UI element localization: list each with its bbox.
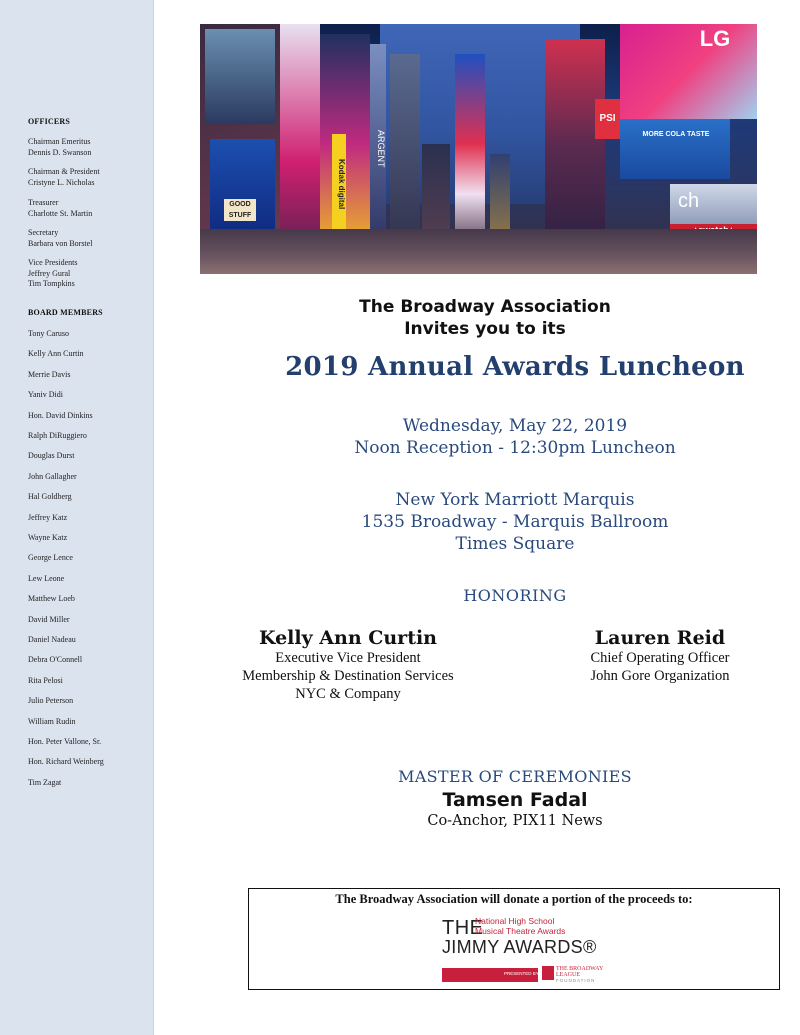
- honoring-label: HONORING: [463, 586, 567, 605]
- hero-building: [545, 39, 605, 254]
- board-member: Debra O'Connell: [28, 655, 83, 665]
- officer-vice-presidents: [28, 258, 78, 290]
- hero-sign-pepsi: PSI: [595, 99, 620, 139]
- board-member: Matthew Loeb: [28, 594, 75, 604]
- officer-treasurer: [28, 198, 92, 219]
- board-member: David Miller: [28, 614, 70, 624]
- event-title: 2019 Annual Awards Luncheon: [285, 352, 745, 382]
- officer-chairman-president: [28, 167, 100, 188]
- officer-title: Secretary: [28, 228, 59, 237]
- board-member: Lew Leone: [28, 573, 65, 583]
- honoree-title: Chief Operating Officer: [590, 650, 730, 666]
- honoree-lauren-reid: [560, 627, 760, 685]
- league-word: BROADWAY: [569, 966, 604, 972]
- honoree-company: NYC & Company: [295, 686, 401, 702]
- venue-name: New York Marriott Marquis: [395, 490, 635, 510]
- board-member: Hon. Peter Vallone, Sr.: [28, 737, 102, 746]
- invite-line: Invites you to its: [404, 319, 566, 339]
- officer-name: Cristyne L. Nicholas: [28, 177, 95, 187]
- honoree-name: Kelly Ann Curtin: [258, 627, 437, 649]
- jimmy-awards-logo: [442, 915, 602, 987]
- board-member: Douglas Durst: [28, 451, 75, 461]
- logo-subtitle-line: Musical Theatre Awards: [475, 925, 566, 936]
- hero-building: [455, 54, 485, 254]
- moc-name: Tamsen Fadal: [442, 789, 588, 811]
- venue-address: 1535 Broadway - Marquis Ballroom: [361, 512, 669, 532]
- officer-name: Dennis D. Swanson: [28, 147, 92, 157]
- board-member: Hon. Richard Weinberg: [28, 757, 104, 767]
- board-member: Julio Peterson: [28, 696, 74, 706]
- league-word: LEAGUE: [556, 972, 580, 978]
- hero-building: [390, 54, 420, 254]
- officer-secretary: [28, 228, 92, 249]
- board-member: John Gallagher: [28, 471, 77, 481]
- board-member: Hal Goldberg: [28, 492, 72, 502]
- hero-billboard: [205, 29, 275, 124]
- broadway-league-foundation: FOUNDATION: [556, 978, 596, 983]
- hero-sign-ch: ch: [678, 190, 700, 212]
- master-of-ceremonies-label: MASTER OF CEREMONIES: [398, 767, 632, 786]
- hero-sign-good-stuff: GOOD STUFF: [224, 199, 256, 221]
- hero-street: [200, 229, 757, 274]
- logo-the: THE: [442, 917, 484, 939]
- hero-sign-argent: ARGENT: [370, 44, 386, 254]
- donation-text: The Broadway Association will donate a portion of the proceeds to:: [335, 892, 693, 906]
- broadway-league-logo: [542, 966, 602, 984]
- board-member: Hon. David Dinkins: [28, 410, 93, 420]
- logo-presented-by: PRESENTED BY: [504, 971, 539, 976]
- venue-area: Times Square: [455, 534, 575, 554]
- officer-title: Chairman & President: [28, 167, 100, 176]
- board-member: William Rudin: [28, 716, 76, 726]
- logo-subtitle-line: National High School: [475, 916, 555, 926]
- honoree-name: Lauren Reid: [594, 627, 726, 649]
- logo-subtitle: [475, 917, 565, 936]
- board-member: Rita Pelosi: [28, 675, 63, 685]
- officers-heading: OFFICERS: [28, 117, 71, 126]
- officer-name: Barbara von Borstel: [28, 238, 93, 248]
- hero-building: [280, 24, 320, 254]
- sidebar: [0, 0, 154, 1035]
- broadway-league-mark-icon: [542, 966, 554, 980]
- hero-sign-kodak: Kodak digital: [332, 134, 346, 234]
- board-member: Tony Caruso: [28, 329, 69, 338]
- board-member: Jeffrey Katz: [28, 512, 68, 522]
- board-heading: BOARD MEMBERS: [28, 308, 103, 317]
- board-member: Kelly Ann Curtin: [28, 349, 84, 359]
- league-word: THE: [556, 966, 568, 972]
- honoree-kelly-ann-curtin: [218, 627, 478, 703]
- board-member: Merrie Davis: [28, 369, 71, 379]
- board-member: Yaniv Didi: [28, 390, 63, 400]
- officer-title: Treasurer: [28, 198, 59, 207]
- officer-name: Jeffrey Gural: [28, 268, 71, 278]
- officer-name: Tim Tompkins: [28, 279, 75, 288]
- logo-jimmy-awards: JIMMY AWARDS®: [442, 937, 597, 957]
- donation-box: [248, 888, 780, 990]
- board-member: Wayne Katz: [28, 533, 68, 542]
- honoree-company: John Gore Organization: [590, 668, 730, 684]
- event-time: Noon Reception - 12:30pm Luncheon: [354, 438, 676, 458]
- org-name: The Broadway Association: [359, 297, 611, 317]
- hero-sign-lg: LG: [699, 26, 731, 51]
- hero-sign-cola: MORE COLA TASTE: [642, 131, 710, 138]
- honoree-title: Executive Vice President: [275, 650, 421, 666]
- board-member: Ralph DiRuggiero: [28, 431, 87, 440]
- broadway-league-name: [556, 966, 603, 978]
- officer-title: Vice Presidents: [28, 258, 78, 267]
- board-member: Daniel Nadeau: [28, 635, 76, 644]
- honoree-department: Membership & Destination Services: [242, 668, 454, 684]
- officer-chairman-emeritus: [28, 137, 91, 158]
- officer-name: Charlotte St. Martin: [28, 208, 93, 218]
- officer-title: Chairman Emeritus: [28, 137, 91, 146]
- board-member: Tim Zagat: [28, 777, 62, 787]
- event-date: Wednesday, May 22, 2019: [402, 416, 628, 436]
- times-square-photo: [200, 24, 757, 274]
- board-member: George Lence: [28, 553, 73, 563]
- moc-role: Co-Anchor, PIX11 News: [427, 813, 603, 829]
